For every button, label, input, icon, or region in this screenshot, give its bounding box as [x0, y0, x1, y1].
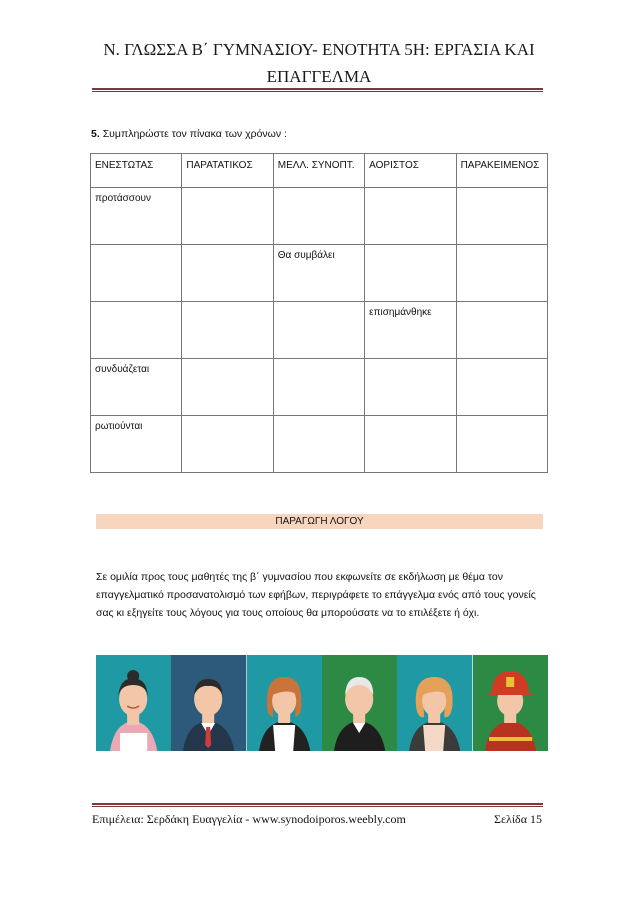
table-cell[interactable] [182, 359, 273, 416]
column-header: ΠΑΡΑΚΕΙΜΕΝΟΣ [456, 154, 547, 188]
table-cell[interactable] [273, 359, 364, 416]
footer-rule-thin [92, 806, 543, 807]
table-cell[interactable] [456, 245, 547, 302]
table-cell[interactable] [182, 245, 273, 302]
tense-table [90, 153, 548, 473]
table-cell[interactable]: επισημάνθηκε [365, 302, 456, 359]
header-rule-thin [92, 91, 543, 92]
table-cell[interactable] [273, 302, 364, 359]
table-cell[interactable]: ρωτιούνται [91, 416, 182, 473]
professions-illustration [96, 655, 548, 751]
table-cell[interactable] [182, 416, 273, 473]
table-cell[interactable] [365, 416, 456, 473]
firefighter-illustration [473, 655, 548, 751]
maid-illustration [247, 655, 322, 751]
exercise-instruction [91, 128, 287, 140]
writing-prompt: Σε ομιλία προς τους μαθητές της β΄ γυμνασίου που εκφωνείτε σε εκδήλωση με θέμα τον επαγγελματικό προσανατολισμό των εφήβων, περιγράφετε το επάγγελμα ενός από τους γονείς σας κι εξηγείτε τους λόγους για τους οποίους θα μπορούσατε να το επιλέξετε ή όχι. [96, 571, 536, 619]
table-row [91, 245, 548, 302]
table-cell[interactable]: Θα συμβάλει [273, 245, 364, 302]
table-row [91, 416, 548, 473]
table-cell[interactable] [182, 188, 273, 245]
table-cell[interactable] [456, 188, 547, 245]
page-number: Σελίδα 15 [493, 812, 542, 826]
table-cell[interactable]: συνδυάζεται [91, 359, 182, 416]
section-title: ΠΑΡΑΓΩΓΗ ΛΟΓΟΥ [96, 514, 543, 529]
exercise-text: Συμπληρώστε τον πίνακα των χρόνων : [102, 128, 287, 140]
table-row [91, 188, 548, 245]
header-line-2: ΕΠΑΓΓΕΛΜΑ [266, 67, 372, 86]
column-header: ΕΝΕΣΤΩΤΑΣ [91, 154, 182, 188]
table-header-row [91, 154, 548, 188]
table-row [91, 359, 548, 416]
table-cell[interactable] [365, 188, 456, 245]
table-cell[interactable] [273, 416, 364, 473]
table-cell[interactable] [91, 302, 182, 359]
footer-credit: Επιμέλεια: Σερδάκη Ευαγγελία - www.synodoiporos.weebly.com [92, 812, 406, 826]
table-cell[interactable] [365, 245, 456, 302]
header-rule [92, 88, 543, 90]
table-cell[interactable] [365, 359, 456, 416]
exercise-number: 5. [91, 128, 100, 140]
table-cell[interactable] [456, 416, 547, 473]
column-header: ΑΟΡΙΣΤΟΣ [365, 154, 456, 188]
header-line-1: Ν. ΓΛΩΣΣΑ Β΄ ΓΥΜΝΑΣΙΟΥ- ΕΝΟΤΗΤΑ 5Η: ΕΡΓΑΣΙΑ ΚΑΙ [103, 40, 535, 59]
baker-illustration [397, 655, 472, 751]
table-cell[interactable] [273, 188, 364, 245]
table-cell[interactable] [456, 302, 547, 359]
table-row [91, 302, 548, 359]
page-header [60, 36, 578, 90]
column-header: ΠΑΡΑΤΑΤΙΚΟΣ [182, 154, 273, 188]
table-cell[interactable]: προτάσσουν [91, 188, 182, 245]
waitress-illustration [96, 655, 171, 751]
table-cell[interactable] [91, 245, 182, 302]
column-header: ΜΕΛΛ. ΣΥΝΟΠΤ. [273, 154, 364, 188]
table-cell[interactable] [456, 359, 547, 416]
table-cell[interactable] [182, 302, 273, 359]
chef-illustration [322, 655, 397, 751]
businessman-illustration [171, 655, 246, 751]
footer-rule [92, 803, 543, 805]
